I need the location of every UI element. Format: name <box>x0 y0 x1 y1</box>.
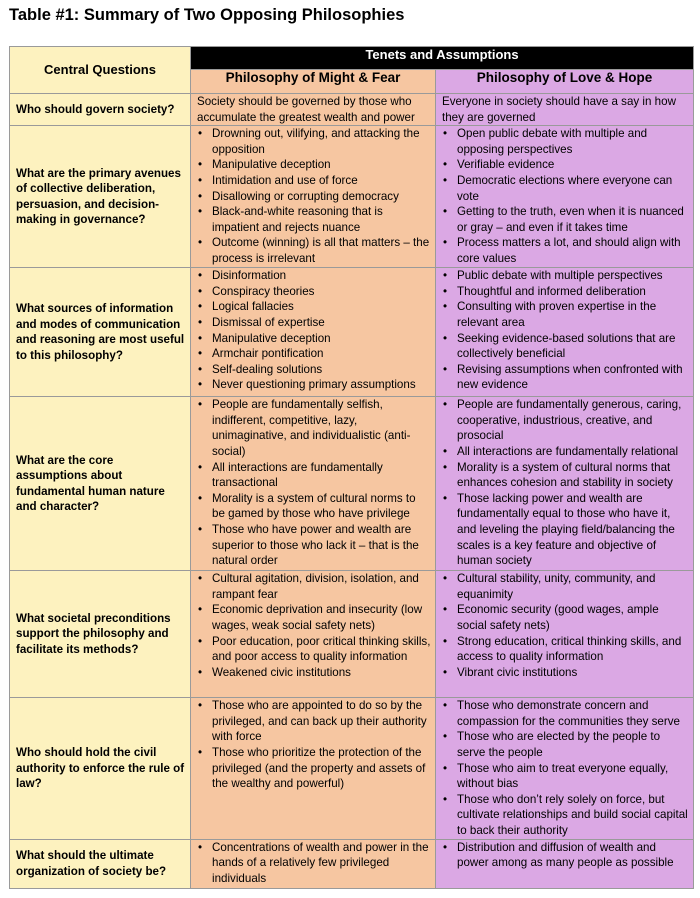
list-item: • Never questioning primary assumptions <box>212 377 431 393</box>
might-cell <box>191 397 436 571</box>
bullet-list <box>191 571 435 680</box>
table-row <box>10 571 694 698</box>
list-item: • Conspiracy theories <box>212 284 431 300</box>
list-item: • Weakened civic institutions <box>212 665 431 681</box>
list-item: • Concentrations of wealth and power in the hands of a relatively few privileged individuals <box>212 840 431 887</box>
list-item: • Disinformation <box>212 268 431 284</box>
philosophy-table <box>9 46 694 889</box>
might-fear-header: Philosophy of Might & Fear <box>191 70 436 94</box>
question-cell: Who should govern society? <box>10 94 191 126</box>
list-item: • Public debate with multiple perspectives <box>457 268 689 284</box>
love-cell <box>436 126 694 268</box>
table-row <box>10 268 694 397</box>
list-item: • Revising assumptions when confronted with new evidence <box>457 362 689 393</box>
love-cell: Everyone in society should have a say in how they are governed <box>436 94 694 126</box>
list-item: • Cultural stability, unity, community, and equanimity <box>457 571 689 602</box>
question-cell: What are the primary avenues of collective deliberation, persuasion, and decision-making in governance? <box>10 126 191 268</box>
might-cell <box>191 268 436 397</box>
list-item: • Self-dealing solutions <box>212 362 431 378</box>
question-cell: Who should hold the civil authority to enforce the rule of law? <box>10 698 191 839</box>
bullet-list <box>436 397 693 569</box>
love-hope-header: Philosophy of Love & Hope <box>436 70 694 94</box>
list-item: • Those who aim to treat everyone equally, without bias <box>457 761 689 792</box>
question-cell: What are the core assumptions about fundamental human nature and character? <box>10 397 191 571</box>
list-item: • Democratic elections where everyone can vote <box>457 173 689 204</box>
list-item: • Seeking evidence-based solutions that are collectively beneficial <box>457 331 689 362</box>
list-item: • Morality is a system of cultural norms that enhances cohesion and stability in society <box>457 460 689 491</box>
list-item: • Manipulative deception <box>212 157 431 173</box>
list-item: • Consulting with proven expertise in the relevant area <box>457 299 689 330</box>
might-cell <box>191 126 436 268</box>
list-item: • Dismissal of expertise <box>212 315 431 331</box>
table-row <box>10 397 694 571</box>
list-item: • Outcome (winning) is all that matters – the process is irrelevant <box>212 235 431 266</box>
might-cell: Society should be governed by those who accumulate the greatest wealth and power <box>191 94 436 126</box>
tenets-header: Tenets and Assumptions <box>191 47 694 70</box>
list-item: • Those who don’t rely solely on force, but cultivate relationships and build social capital to back their authority <box>457 792 689 839</box>
table-row <box>10 126 694 268</box>
list-item: • Disallowing or corrupting democracy <box>212 189 431 205</box>
list-item: • All interactions are fundamentally relational <box>457 444 689 460</box>
list-item: • Manipulative deception <box>212 331 431 347</box>
list-item: • Getting to the truth, even when it is nuanced or gray – and even if it takes time <box>457 204 689 235</box>
question-cell: What societal preconditions support the philosophy and facilitate its methods? <box>10 571 191 698</box>
list-item: • Those who are appointed to do so by the privileged, and can back up their authority with force <box>212 698 431 745</box>
bullet-list <box>436 126 693 266</box>
might-cell <box>191 571 436 698</box>
table-row <box>10 94 694 126</box>
bullet-list <box>436 571 693 680</box>
list-item: • Strong education, critical thinking skills, and access to quality information <box>457 634 689 665</box>
table-row <box>10 698 694 839</box>
list-item: • Those who have power and wealth are superior to those who lack it – that is the natural order <box>212 522 431 569</box>
might-cell <box>191 698 436 839</box>
list-item: • Logical fallacies <box>212 299 431 315</box>
table-title: Table #1: Summary of Two Opposing Philosophies <box>9 6 405 24</box>
list-item: • Poor education, poor critical thinking skills, and poor access to quality information <box>212 634 431 665</box>
list-item: • Black-and-white reasoning that is impatient and rejects nuance <box>212 204 431 235</box>
list-item: • Those who are elected by the people to serve the people <box>457 729 689 760</box>
love-cell <box>436 839 694 888</box>
list-item: • Armchair pontification <box>212 346 431 362</box>
list-item: • Cultural agitation, division, isolation, and rampant fear <box>212 571 431 602</box>
bullet-list <box>436 840 693 871</box>
list-item: • Process matters a lot, and should align with core values <box>457 235 689 266</box>
bullet-list <box>191 698 435 792</box>
list-item: • Those who prioritize the protection of the privileged (and the property and assets of the wealthy and powerful) <box>212 745 431 792</box>
list-item: • Distribution and diffusion of wealth and power among as many people as possible <box>457 840 689 871</box>
list-item: • Economic deprivation and insecurity (low wages, weak social safety nets) <box>212 602 431 633</box>
list-item: • Economic security (good wages, ample social safety nets) <box>457 602 689 633</box>
list-item: • Intimidation and use of force <box>212 173 431 189</box>
list-item: • Verifiable evidence <box>457 157 689 173</box>
bullet-list <box>191 840 435 887</box>
bullet-list <box>191 126 435 266</box>
list-item: • People are fundamentally selfish, indifferent, competitive, lazy, unimaginative, and individualistic (anti-social) <box>212 397 431 459</box>
list-item: • Drowning out, vilifying, and attacking the opposition <box>212 126 431 157</box>
question-cell: What sources of information and modes of communication and reasoning are most useful to this philosophy? <box>10 268 191 397</box>
list-item: • Those who demonstrate concern and compassion for the communities they serve <box>457 698 689 729</box>
bullet-list <box>436 698 693 838</box>
might-cell <box>191 839 436 888</box>
list-item: • Open public debate with multiple and opposing perspectives <box>457 126 689 157</box>
list-item: • Vibrant civic institutions <box>457 665 689 681</box>
central-questions-header: Central Questions <box>10 47 191 94</box>
love-cell <box>436 268 694 397</box>
list-item: • Those lacking power and wealth are fundamentally equal to those who have it, and leveling the playing field/balancing the scales is a key feature and objective of human society <box>457 491 689 569</box>
question-cell: What should the ultimate organization of society be? <box>10 839 191 888</box>
bullet-list <box>191 268 435 393</box>
bullet-list <box>436 268 693 393</box>
list-item: • All interactions are fundamentally transactional <box>212 460 431 491</box>
love-cell <box>436 571 694 698</box>
list-item: • People are fundamentally generous, caring, cooperative, industrious, creative, and prosocial <box>457 397 689 444</box>
list-item: • Morality is a system of cultural norms to be gamed by those who have privilege <box>212 491 431 522</box>
list-item: • Thoughtful and informed deliberation <box>457 284 689 300</box>
table-row <box>10 839 694 888</box>
bullet-list <box>191 397 435 569</box>
love-cell <box>436 698 694 839</box>
love-cell <box>436 397 694 571</box>
